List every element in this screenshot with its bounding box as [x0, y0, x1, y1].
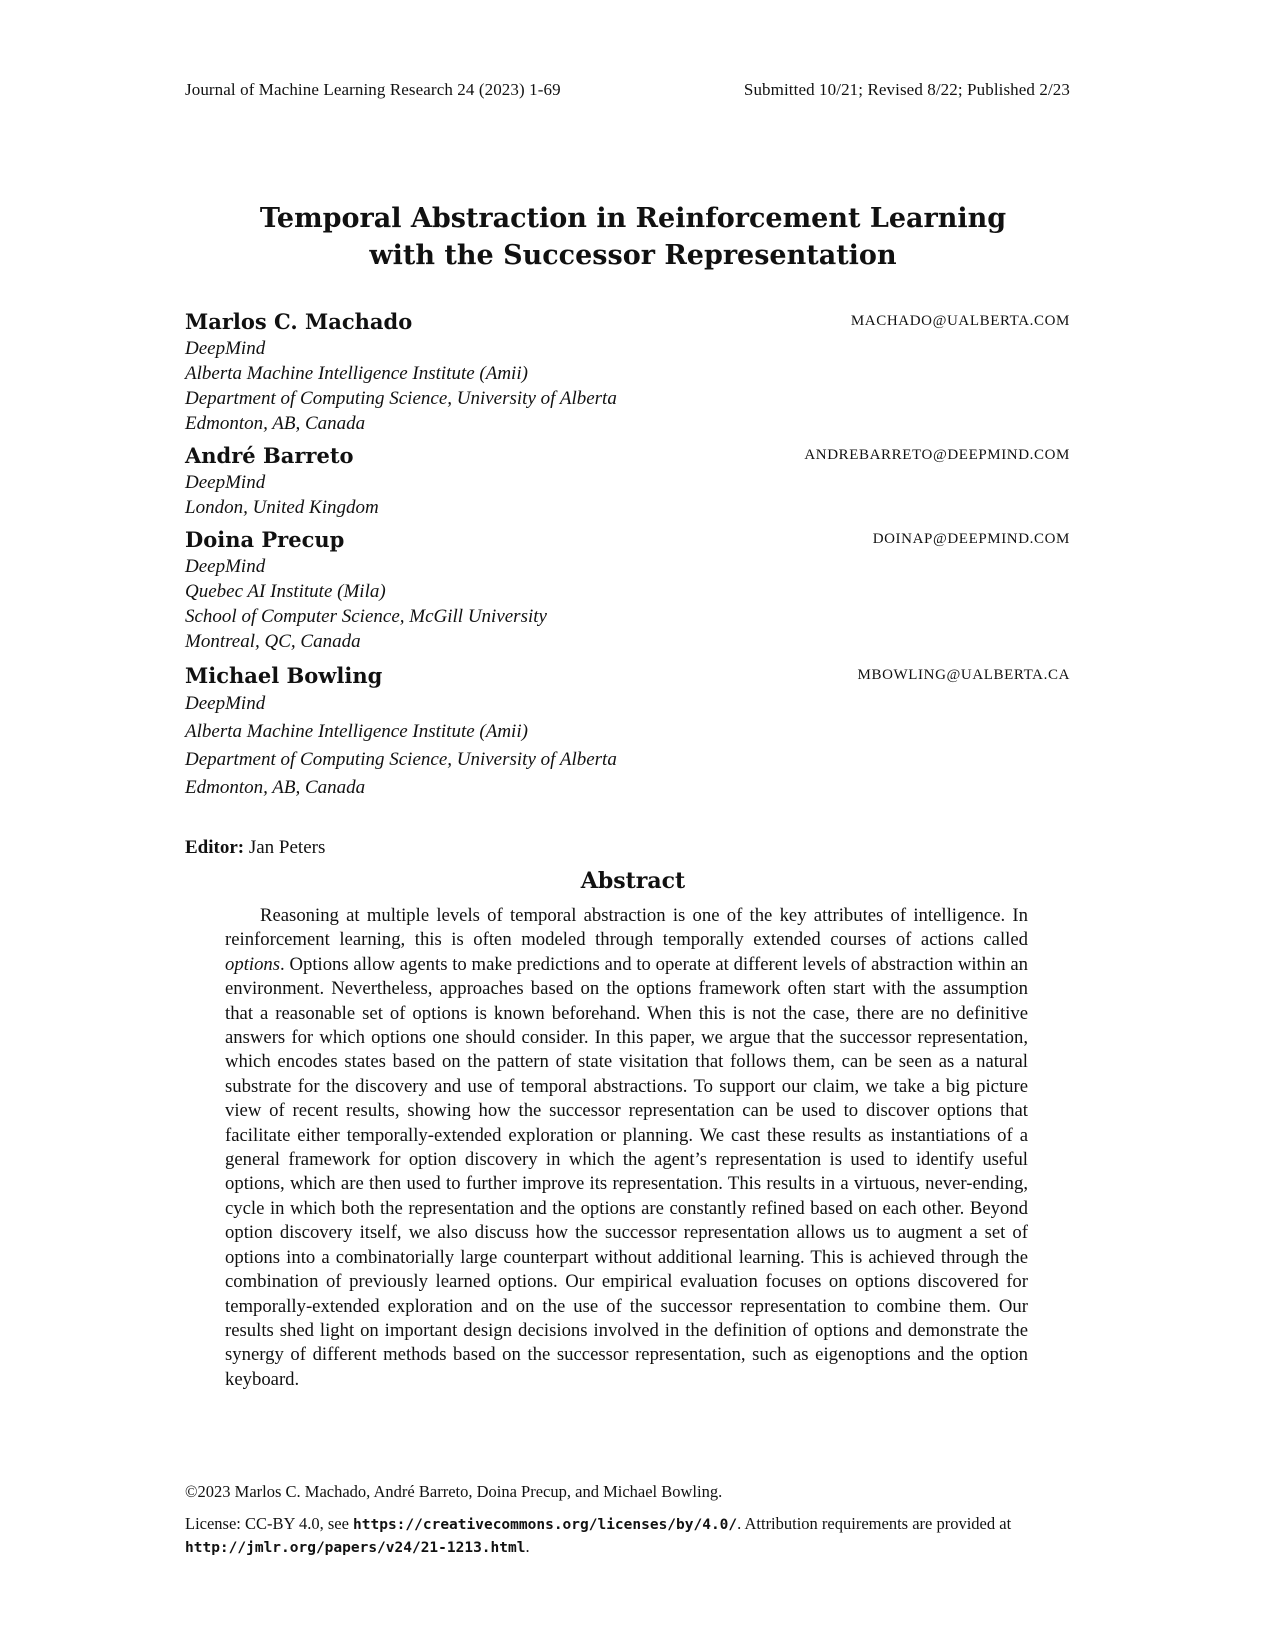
affiliation: Edmonton, AB, Canada	[185, 777, 366, 798]
affiliation: Department of Computing Science, University of Alberta	[185, 388, 617, 409]
author-block-machado	[185, 308, 1070, 436]
editor-name: Jan Peters	[248, 837, 326, 858]
abstract-text	[225, 904, 1028, 1392]
paper-title	[0, 200, 1266, 274]
title-line-2: with the Successor Representation	[369, 240, 897, 271]
affiliation: DeepMind	[185, 693, 266, 714]
author-block-barreto	[185, 442, 1070, 520]
license-prefix: License: CC-BY 4.0, see	[185, 1514, 354, 1533]
author-block-bowling	[185, 662, 1070, 802]
editor-label: Editor:	[185, 837, 245, 858]
affiliation: Department of Computing Science, University of Alberta	[185, 749, 617, 770]
author-name: Doina Precup	[185, 527, 345, 552]
abstract-emphasis: options	[225, 953, 281, 975]
affiliation: Alberta Machine Intelligence Institute (Amii)	[185, 721, 528, 742]
affiliation: London, United Kingdom	[185, 497, 379, 518]
author-block-precup	[185, 526, 1070, 654]
editor-line	[185, 837, 325, 859]
affiliation: Quebec AI Institute (Mila)	[185, 581, 386, 602]
paper-link[interactable]: http://jmlr.org/papers/v24/21-1213.html	[185, 1540, 526, 1556]
affiliation: Edmonton, AB, Canada	[185, 413, 366, 434]
author-email[interactable]: MBOWLING@UALBERTA.CA	[857, 667, 1070, 683]
affiliation: Montreal, QC, Canada	[185, 631, 361, 652]
author-email[interactable]: DOINAP@DEEPMIND.COM	[872, 531, 1070, 547]
abstract-text-part-2: . Options allow agents to make predictions and to operate at different levels of abstraction within an environment. Nevertheless, approaches based on the options framework often start with the assumption that a reasonable set of options is known beforehand. When this is not the case, there are no definitive answers for which options one should consider. In this paper, we argue that the successor representation, which encodes states based on the pattern of state visitation that follows them, can be seen as a natural substrate for the discovery and use of temporal abstractions. To support our claim, we take a big picture view of recent results, showing how the successor representation can be used to discover options that facilitate either temporally-extended exploration or planning. We cast these results as instantiations of a general framework for option discovery in which the agent’s representation is used to identify useful options, which are then used to further improve its representation. This results in a virtuous, never-ending, cycle in which both the representation and the options are constantly refined based on each other. Beyond option discovery itself, we also discuss how the successor representation allows us to augment a set of options into a combinatorially large counterpart without additional learning. This is achieved through the combination of previously learned options. Our empirical evaluation focuses on options discovered for temporally-extended exploration and on the use of the successor representation to combine them. Our results shed light on important design decisions involved in the definition of options and demonstrate the synergy of different methods based on the successor representation, such as eigenoptions and the option keyboard.	[225, 953, 1028, 1390]
affiliation: Alberta Machine Intelligence Institute (Amii)	[185, 363, 528, 384]
affiliation: DeepMind	[185, 338, 266, 359]
title-line-1: Temporal Abstraction in Reinforcement Learning	[259, 203, 1007, 234]
journal-header: Journal of Machine Learning Research 24 (2023) 1-69	[185, 80, 561, 99]
abstract-text-part-1: Reasoning at multiple levels of temporal abstraction is one of the key attributes of intelligence. In reinforcement learning, this is often modeled through temporally extended courses of actions called	[225, 905, 1028, 951]
affiliation: DeepMind	[185, 472, 266, 493]
author-email[interactable]: ANDREBARRETO@DEEPMIND.COM	[804, 447, 1070, 463]
author-name: Michael Bowling	[185, 663, 383, 688]
abstract-heading: Abstract	[580, 868, 686, 894]
license-suffix: .	[525, 1537, 530, 1556]
submission-dates: Submitted 10/21; Revised 8/22; Published 2/23	[743, 80, 1070, 99]
author-email[interactable]: MACHADO@UALBERTA.COM	[850, 313, 1070, 329]
license-notice	[185, 1513, 1075, 1559]
license-link[interactable]: https://creativecommons.org/licenses/by/4.0/	[353, 1517, 738, 1533]
copyright-notice: ©2023 Marlos C. Machado, André Barreto, Doina Precup, and Michael Bowling.	[185, 1482, 723, 1501]
author-name: André Barreto	[185, 443, 354, 468]
affiliation: School of Computer Science, McGill University	[185, 606, 547, 627]
license-middle: . Attribution requirements are provided at	[737, 1514, 1012, 1533]
affiliation: DeepMind	[185, 556, 266, 577]
author-name: Marlos C. Machado	[185, 309, 413, 334]
